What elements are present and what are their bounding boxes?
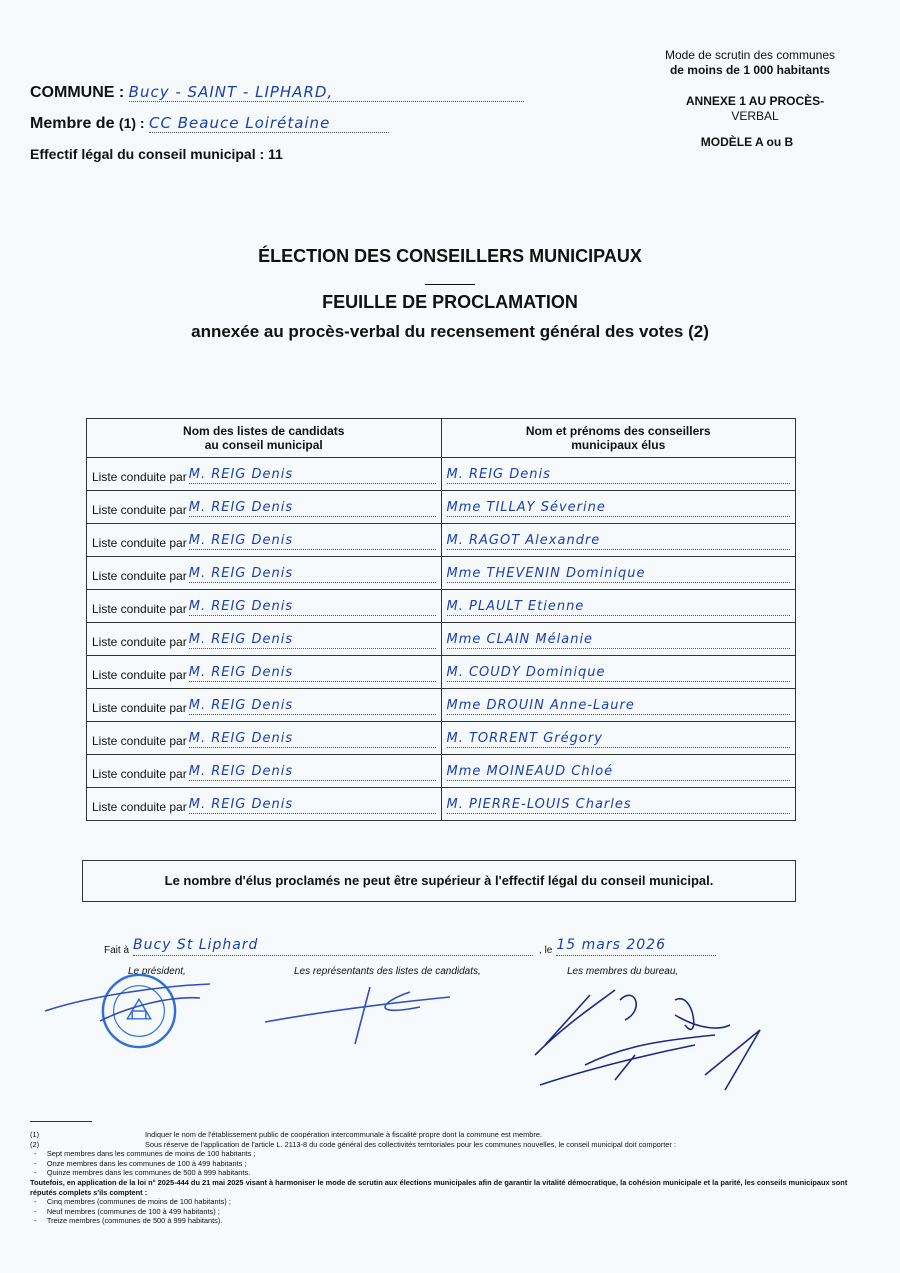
liste-label: Liste conduite par (92, 503, 187, 517)
annexe-title-line2: VERBAL (731, 109, 779, 123)
col-elus-header-line1: Nom et prénoms des conseillers (525, 424, 711, 438)
footnote-bullet: - Neuf membres (communes de 100 à 499 habitants) ; (30, 1206, 220, 1216)
liste-label: Liste conduite par (92, 767, 187, 781)
table-row (87, 689, 796, 722)
page-annex-note: annexée au procès-verbal du recensement général des votes (2) (191, 322, 709, 341)
table-header-row (87, 419, 796, 458)
elu-value: M. COUDY Dominique (447, 665, 791, 682)
elu-cell (441, 491, 796, 524)
commune-label: COMMUNE : (30, 84, 125, 101)
footnote-toutefois: Toutefois, en application de la loi n° 2025-444 du 21 mai 2025 visant à harmoniser le mode de scrutin aux élections municipales afin de garantir la vitalité démocratique, la cohésion municipale et la parité, les conseils municipaux sont réputés complets s'ils comptent : (30, 1177, 848, 1197)
elu-value: Mme MOINEAUD Chloé (447, 764, 791, 781)
liste-label: Liste conduite par (92, 800, 187, 814)
table-row (87, 788, 796, 821)
liste-value: M. REIG Denis (189, 632, 436, 649)
table-row (87, 755, 796, 788)
footnote-bullet: - Sept membres dans les communes de moins de 100 habitants ; (30, 1149, 256, 1159)
president-signature (40, 976, 220, 1036)
bureau-signatures (525, 985, 775, 1105)
elu-cell (441, 689, 796, 722)
elu-value: M. PIERRE-LOUIS Charles (447, 797, 791, 814)
elu-value: M. PLAULT Etienne (447, 599, 791, 616)
date-label: , le (539, 945, 553, 956)
elu-cell (441, 623, 796, 656)
liste-value: M. REIG Denis (189, 797, 436, 814)
results-table (86, 418, 796, 821)
table-row (87, 623, 796, 656)
footnote-separator (30, 1121, 92, 1122)
notice-box: Le nombre d'élus proclamés ne peut être supérieur à l'effectif légal du conseil municipal. (82, 860, 796, 902)
liste-value: M. REIG Denis (189, 731, 436, 748)
liste-label: Liste conduite par (92, 602, 187, 616)
annexe-title (670, 94, 840, 124)
elu-cell (441, 656, 796, 689)
liste-value: M. REIG Denis (189, 566, 436, 583)
liste-cell (87, 524, 442, 557)
footnotes (30, 1130, 860, 1226)
liste-label: Liste conduite par (92, 734, 187, 748)
scrutin-mode-line1: Mode de scrutin des communes (664, 48, 836, 62)
liste-cell (87, 788, 442, 821)
elu-cell (441, 722, 796, 755)
fait-date: 15 mars 2026 (556, 937, 716, 956)
liste-value: M. REIG Denis (189, 467, 436, 484)
liste-label: Liste conduite par (92, 536, 187, 550)
fait-line (104, 937, 764, 956)
fait-label: Fait à (104, 945, 130, 956)
liste-cell (87, 557, 442, 590)
elu-cell (441, 557, 796, 590)
liste-label: Liste conduite par (92, 470, 187, 484)
elu-value: Mme DROUIN Anne-Laure (447, 698, 791, 715)
membre-label: Membre de (30, 115, 115, 132)
liste-value: M. REIG Denis (189, 533, 436, 550)
col-elus-header-line2: municipaux élus (571, 438, 666, 452)
title-divider (425, 284, 475, 285)
footnote-1-key: (1) (30, 1130, 40, 1139)
scrutin-mode-line2: de moins de 1 000 habitants (669, 63, 831, 77)
liste-value: M. REIG Denis (189, 500, 436, 517)
col-listes-header (87, 419, 442, 458)
commune-value: Bucy - SAINT - LIPHARD, (129, 83, 524, 102)
representants-signature (260, 982, 460, 1052)
liste-value: M. REIG Denis (189, 665, 436, 682)
footnote-bullet: - Onze membres dans les communes de 100 à 499 habitants ; (30, 1158, 247, 1168)
footnote-bullet: - Treize membres (communes de 500 à 999 habitants). (30, 1216, 223, 1226)
liste-cell (87, 755, 442, 788)
footnote-bullet: - Cinq membres (communes de moins de 100 habitants) ; (30, 1197, 231, 1207)
liste-label: Liste conduite par (92, 668, 187, 682)
elu-value: M. TORRENT Grégory (447, 731, 791, 748)
table-row (87, 722, 796, 755)
elu-cell (441, 458, 796, 491)
liste-cell (87, 623, 442, 656)
effectif-legal: Effectif légal du conseil municipal : 11 (30, 146, 283, 162)
liste-cell (87, 656, 442, 689)
liste-value: M. REIG Denis (189, 599, 436, 616)
elu-value: Mme TILLAY Séverine (447, 500, 791, 517)
scrutin-mode (650, 48, 850, 78)
footnote-bullet: - Quinze membres dans les communes de 500 à 999 habitants. (30, 1168, 251, 1178)
col-listes-header-line1: Nom des listes de candidats (183, 424, 345, 438)
elu-cell (441, 755, 796, 788)
table-row (87, 524, 796, 557)
elu-cell (441, 524, 796, 557)
page-title: ÉLECTION DES CONSEILLERS MUNICIPAUX (258, 246, 642, 266)
liste-cell (87, 458, 442, 491)
president-label: Le président, (128, 966, 186, 977)
fait-place: Bucy St Liphard (133, 937, 533, 956)
page-subtitle: FEUILLE DE PROCLAMATION (322, 292, 578, 312)
col-listes-header-line2: au conseil municipal (204, 438, 323, 452)
table-row (87, 656, 796, 689)
liste-cell (87, 590, 442, 623)
elu-value: M. RAGOT Alexandre (447, 533, 791, 550)
table-row (87, 491, 796, 524)
table-row (87, 590, 796, 623)
membre-line (30, 114, 389, 133)
footnote-2-text: Sous réserve de l'application de l'article L. 2113-8 du code général des collectivités territoriales pour les communes nouvelles, le conseil municipal doit comporter : (145, 1139, 676, 1149)
footnote-2-key: (2) (30, 1139, 40, 1149)
footnote-2 (30, 1140, 860, 1150)
liste-label: Liste conduite par (92, 635, 187, 649)
annexe-title-line1: ANNEXE 1 AU PROCÈS- (685, 94, 825, 108)
footnote-1-text: Indiquer le nom de l'établissement public de coopération intercommunale à fiscalité propre dont la commune est membre. (145, 1130, 543, 1139)
liste-cell (87, 689, 442, 722)
membre-label-ref: (1) : (118, 115, 145, 131)
liste-cell (87, 491, 442, 524)
commune-line (30, 83, 524, 102)
liste-label: Liste conduite par (92, 569, 187, 583)
liste-label: Liste conduite par (92, 701, 187, 715)
elu-value: M. REIG Denis (447, 467, 791, 484)
table-row (87, 557, 796, 590)
elu-value: Mme THEVENIN Dominique (447, 566, 791, 583)
elu-value: Mme CLAIN Mélanie (447, 632, 791, 649)
col-elus-header (441, 419, 796, 458)
bureau-label: Les membres du bureau, (567, 966, 679, 977)
representants-label: Les représentants des listes de candidats, (294, 966, 481, 977)
elu-cell (441, 590, 796, 623)
membre-value: CC Beauce Loirétaine (149, 114, 389, 133)
elu-cell (441, 788, 796, 821)
modele-label: MODÈLE A ou B (700, 135, 794, 149)
liste-value: M. REIG Denis (189, 698, 436, 715)
footnote-1 (30, 1130, 860, 1140)
table-row (87, 458, 796, 491)
liste-value: M. REIG Denis (189, 764, 436, 781)
liste-cell (87, 722, 442, 755)
